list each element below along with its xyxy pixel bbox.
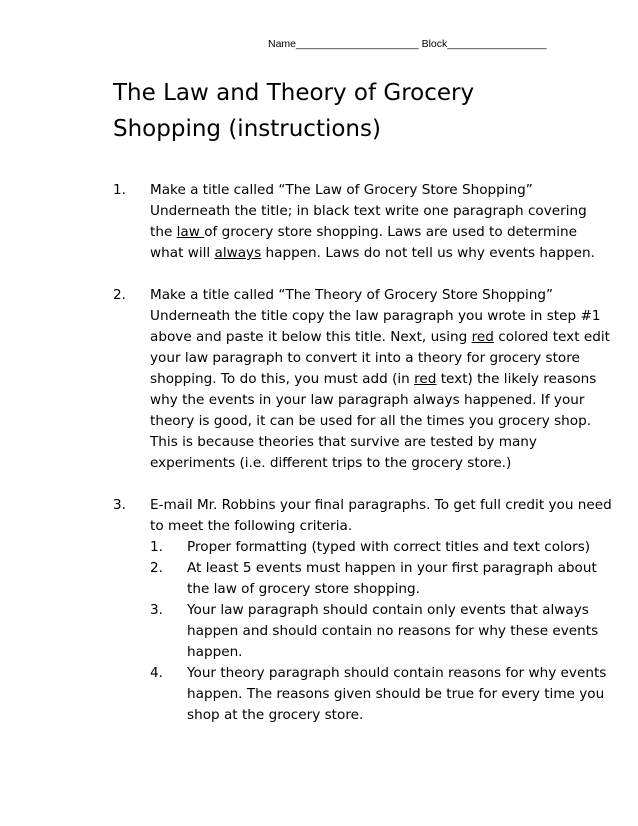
criteria-text: Proper formatting (typed with correct titles and text colors) [187, 539, 591, 555]
item-text-part: Make a title called “The Theory of Grocery Store Shopping” Underneath the title copy the law paragraph you wrote in step #1 above and paste it below this title. Next, using [150, 287, 601, 345]
title-line-1: The Law and Theory of Grocery [113, 80, 475, 106]
criteria-text: At least 5 events must happen in your first paragraph about the law of grocery store shopping. [187, 560, 597, 597]
criteria-number: 3. [150, 602, 163, 618]
criteria-text: Your theory paragraph should contain reasons for why events happen. The reasons given should be true for every time you shop at the grocery store. [187, 665, 607, 723]
page-title [113, 75, 613, 147]
underlined-word-always: always [214, 245, 262, 261]
criteria-item [150, 558, 613, 600]
item-text: E-mail Mr. Robbins your final paragraphs. To get full credit you need to meet the following criteria. [150, 497, 612, 534]
criteria-number: 1. [150, 539, 163, 555]
item-number: 2. [113, 287, 126, 303]
name-block-header [268, 38, 547, 50]
item-text-part: of grocery store shopping. Laws are used to determine what will [150, 224, 578, 261]
criteria-list [150, 537, 613, 726]
title-line-2: Shopping (instructions) [113, 116, 381, 142]
item-number: 3. [113, 497, 126, 513]
instruction-item-2 [113, 285, 613, 474]
criteria-number: 4. [150, 665, 163, 681]
name-label: Name [268, 38, 297, 50]
underlined-word-red: red [471, 329, 494, 345]
item-text-part: colored text edit your law paragraph to convert it into a theory for grocery store shopping. To do this, you must add (in [150, 329, 610, 387]
item-number: 1. [113, 182, 126, 198]
criteria-number: 2. [150, 560, 163, 576]
instruction-list [113, 180, 613, 747]
item-text-part: Make a title called “The Law of Grocery Store Shopping” Underneath the title; in black text write one paragraph covering the [150, 182, 587, 240]
criteria-item [150, 663, 613, 726]
underlined-word-red: red [414, 371, 437, 387]
block-blank: _________________ [447, 38, 547, 50]
item-text-part: text) the likely reasons why the events in your law paragraph always happened. If your theory is good, it can be used for all the times you grocery shop. This is because theories that survive are tested by many experiments (i.e. different trips to the grocery store.) [150, 371, 597, 471]
instruction-item-3 [113, 495, 613, 726]
instruction-item-1 [113, 180, 613, 264]
criteria-text: Your law paragraph should contain only events that always happen and should contain no reasons for why these events happen. [187, 602, 599, 660]
name-blank: _____________________ [296, 38, 419, 50]
criteria-item [150, 537, 613, 558]
item-text-part: happen. Laws do not tell us why events happen. [261, 245, 595, 261]
underlined-word-law: law [176, 224, 205, 240]
criteria-item [150, 600, 613, 663]
block-label: Block [421, 38, 448, 50]
